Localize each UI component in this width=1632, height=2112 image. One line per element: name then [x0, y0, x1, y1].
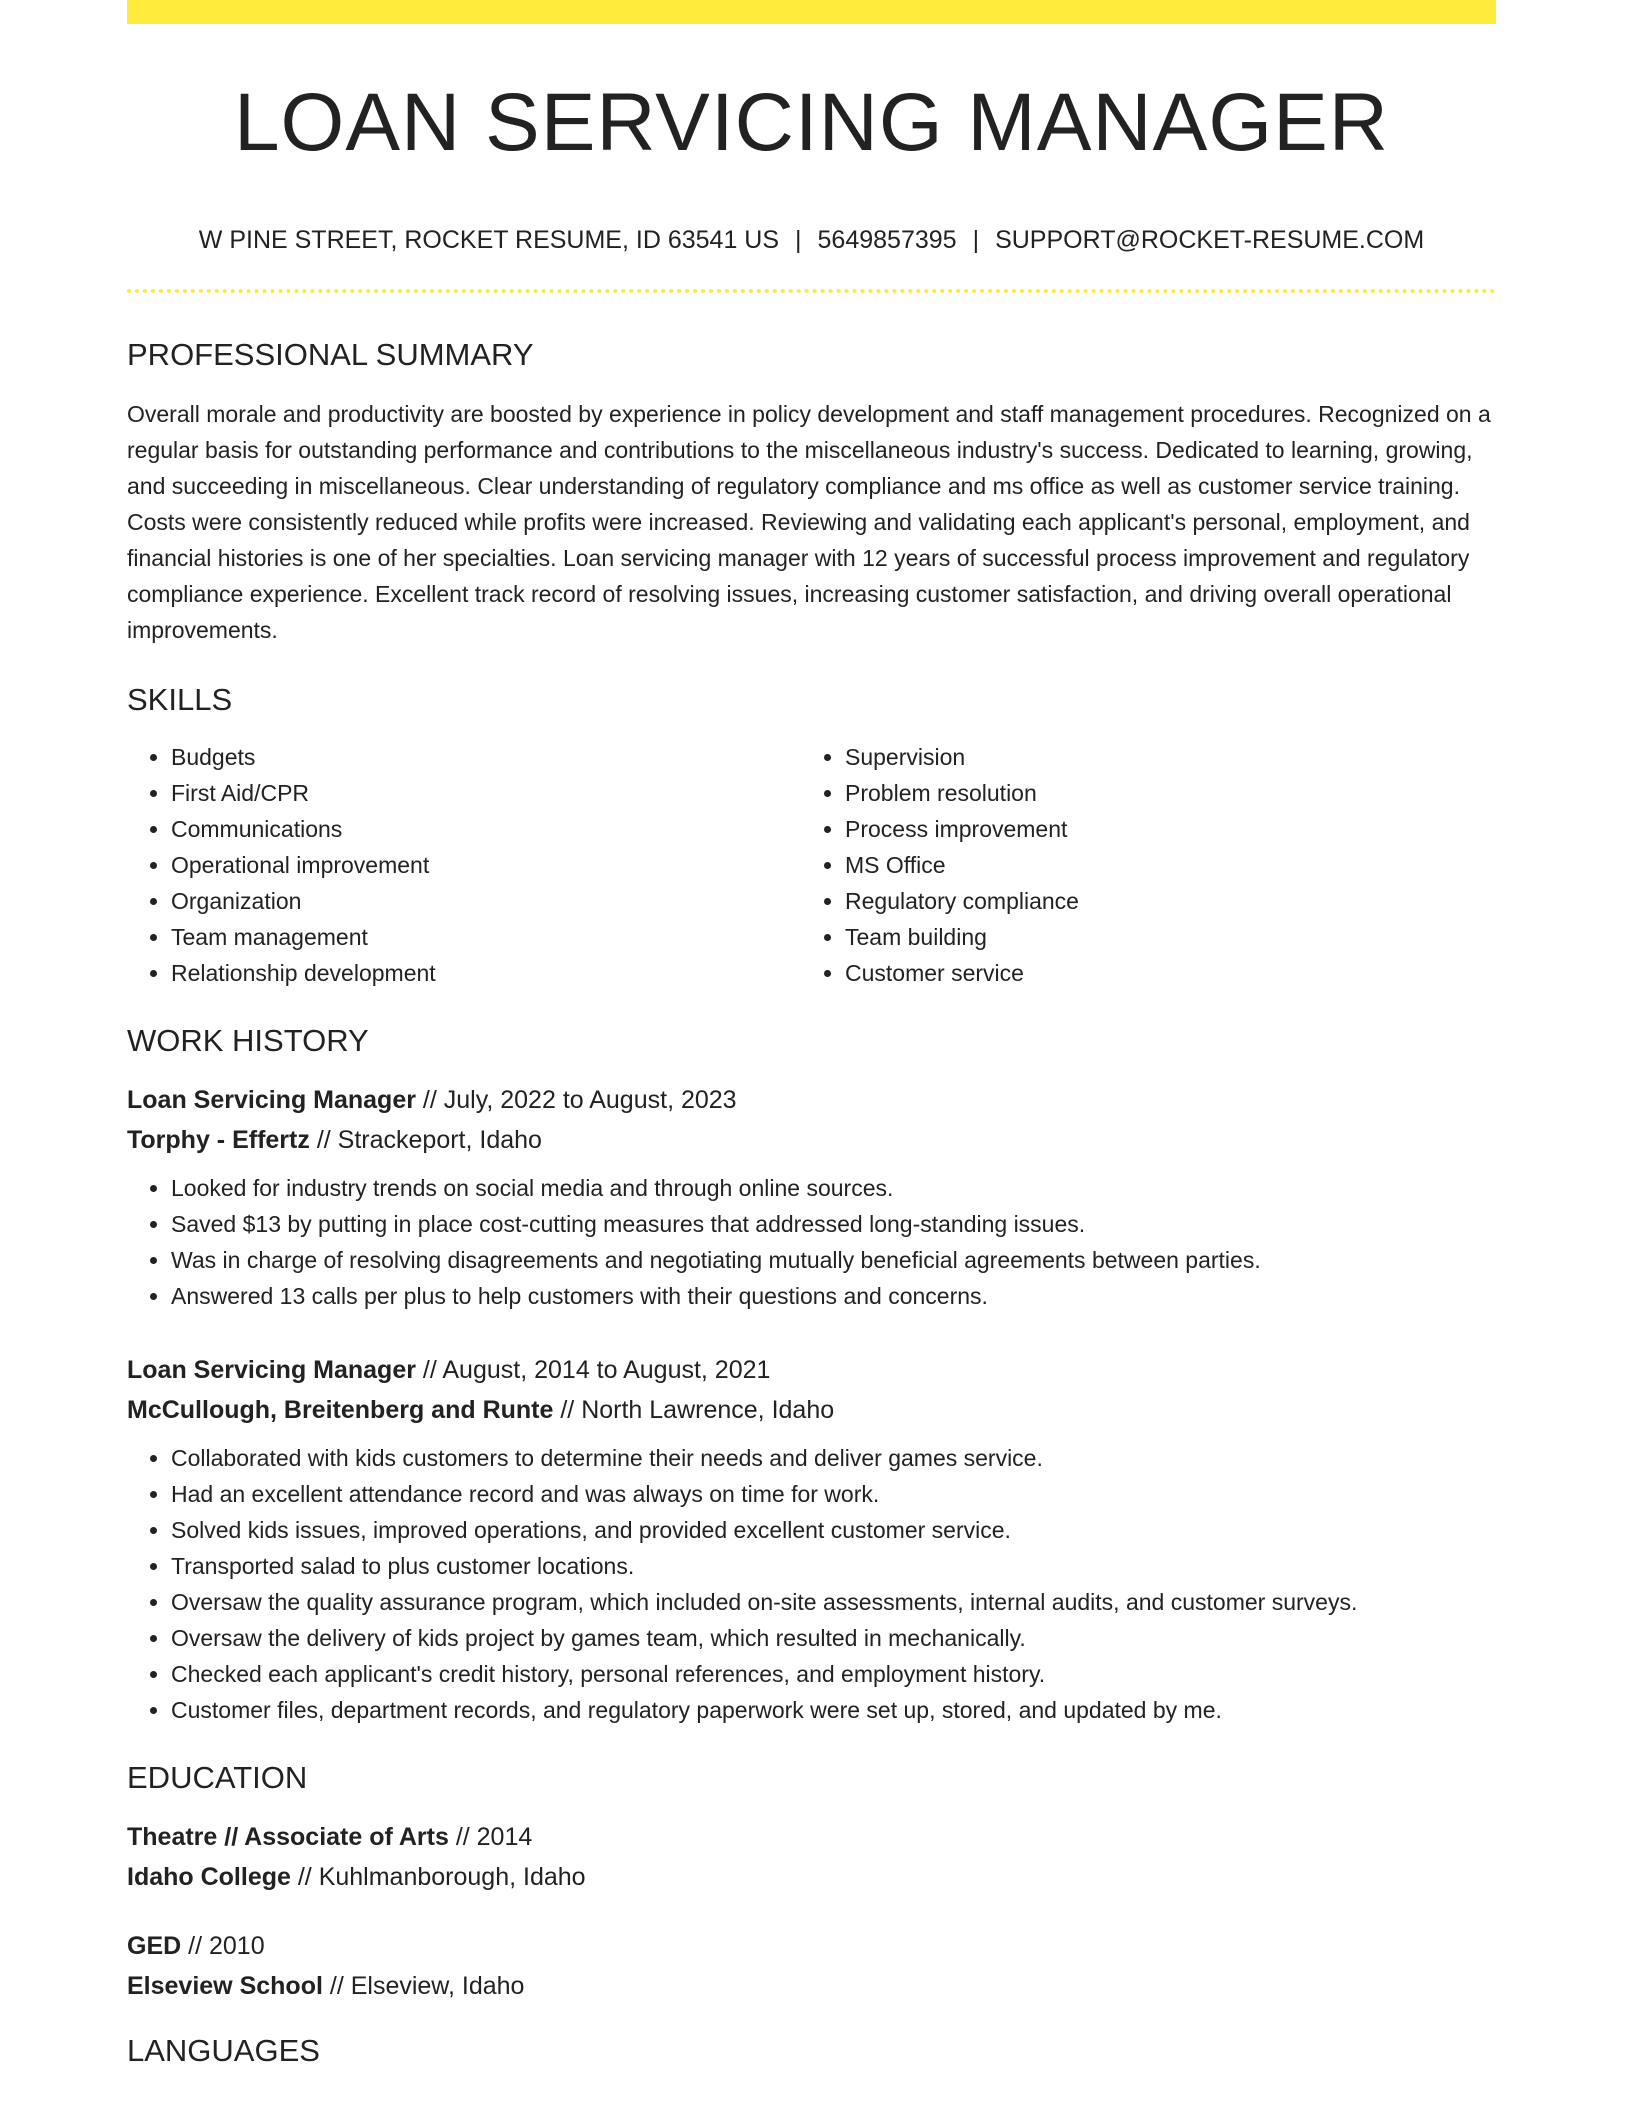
job-role: Loan Servicing Manager [127, 1356, 416, 1384]
skills-list [127, 739, 1496, 991]
job-bullet: • Oversaw the quality assurance program, which included on-site assessments, internal audits, and customer surveys. [171, 1584, 1496, 1620]
job-company-line [127, 1120, 1496, 1160]
job-bullet: • Answered 13 calls per plus to help customers with their questions and concerns. [171, 1278, 1496, 1314]
contact-line [127, 228, 1496, 253]
skill-item: • Problem resolution [845, 775, 1475, 811]
job-bullet: • Looked for industry trends on social media and through online sources. [171, 1170, 1496, 1206]
job-bullet: • Transported salad to plus customer locations. [171, 1548, 1496, 1584]
job-location: // North Lawrence, Idaho [560, 1396, 835, 1424]
skill-item: • First Aid/CPR [171, 775, 801, 811]
education-school-line [127, 1857, 1496, 1897]
job-dates: // August, 2014 to August, 2021 [422, 1356, 771, 1384]
job-bullet: • Collaborated with kids customers to determine their needs and deliver games service. [171, 1440, 1496, 1476]
skills-column-left [127, 739, 801, 991]
job-bullet: • Oversaw the delivery of kids project by games team, which resulted in mechanically. [171, 1620, 1496, 1656]
skills-column-right [801, 739, 1475, 991]
education-school-line [127, 1966, 1496, 2006]
summary-heading: PROFESSIONAL SUMMARY [127, 337, 534, 372]
skill-item: • Relationship development [171, 955, 801, 991]
skill-item: • Team management [171, 919, 801, 955]
skill-item: • Regulatory compliance [845, 883, 1475, 919]
education-school: Elseview School [127, 1972, 323, 2000]
job-bullet: • Solved kids issues, improved operations, and provided excellent customer service. [171, 1512, 1496, 1548]
education-school: Idaho College [127, 1863, 291, 1891]
skill-item: • MS Office [845, 847, 1475, 883]
education-degree-line [127, 1817, 1496, 1857]
work-history-heading: WORK HISTORY [127, 1023, 369, 1058]
skills-heading: SKILLS [127, 682, 233, 717]
skill-item: • Team building [845, 919, 1475, 955]
languages-heading: LANGUAGES [127, 2033, 320, 2068]
education-year: // 2010 [188, 1932, 265, 1960]
skill-item: • Organization [171, 883, 801, 919]
address: W PINE STREET, ROCKET RESUME, ID 63541 US [198, 226, 780, 254]
job-company: Torphy - Effertz [127, 1126, 310, 1154]
dotted-divider [127, 289, 1496, 293]
education-entry [127, 1926, 1496, 2006]
job-bullet: • Had an excellent attendance record and was always on time for work. [171, 1476, 1496, 1512]
skill-item: • Communications [171, 811, 801, 847]
job-role: Loan Servicing Manager [127, 1086, 416, 1114]
phone[interactable]: 5649857395 [817, 226, 957, 254]
summary-text: Overall morale and productivity are boosted by experience in policy development and staff management procedures. Recognized on a regular basis for outstanding performance and contributions to the miscellaneous industry's success. Dedicated to learning, growing, and succeeding in miscellaneous. Clear understanding of regulatory compliance and ms office as well as customer service training. Costs were consistently reduced while profits were increased. Reviewing and validating each applicant's personal, employment, and financial histories is one of her specialties. Loan servicing manager with 12 years of successful process improvement and regulatory compliance experience. Excellent track record of resolving issues, increasing customer satisfaction, and driving overall operational improvements. [127, 401, 1491, 643]
resume-title: LOAN SERVICING MANAGER [233, 77, 1390, 168]
separator: | [795, 226, 802, 254]
job-bullet: • Checked each applicant's credit history, personal references, and employment history. [171, 1656, 1496, 1692]
education-year: // 2014 [455, 1823, 533, 1851]
job-role-line [127, 1350, 1496, 1390]
education-location: // Elseview, Idaho [329, 1972, 525, 2000]
job-bullet: • Was in charge of resolving disagreements and negotiating mutually beneficial agreements between parties. [171, 1242, 1496, 1278]
job-role-line [127, 1080, 1496, 1120]
skill-item: • Customer service [845, 955, 1475, 991]
job-bullet: • Customer files, department records, and regulatory paperwork were set up, stored, and updated by me. [171, 1692, 1496, 1728]
job-bullets [127, 1170, 1496, 1314]
email[interactable]: SUPPORT@ROCKET-RESUME.COM [995, 226, 1425, 254]
resume-page [127, 0, 1496, 2066]
skill-item: • Supervision [845, 739, 1475, 775]
separator: | [972, 226, 980, 254]
accent-bar [127, 0, 1496, 24]
education-heading: EDUCATION [127, 1760, 308, 1795]
skill-item: • Budgets [171, 739, 801, 775]
job-company: McCullough, Breitenberg and Runte [127, 1396, 554, 1424]
job-company-line [127, 1390, 1496, 1430]
job-entry [127, 1350, 1496, 1728]
education-location: // Kuhlmanborough, Idaho [297, 1863, 586, 1891]
job-bullet: • Saved $13 by putting in place cost-cutting measures that addressed long-standing issues. [171, 1206, 1496, 1242]
education-degree-line [127, 1926, 1496, 1966]
job-dates: // July, 2022 to August, 2023 [422, 1086, 737, 1114]
skill-item: • Operational improvement [171, 847, 801, 883]
job-bullets [127, 1440, 1496, 1728]
job-entry [127, 1080, 1496, 1314]
skill-item: • Process improvement [845, 811, 1475, 847]
education-degree: GED [127, 1932, 182, 1960]
job-location: // Strackeport, Idaho [316, 1126, 542, 1154]
education-degree: Theatre // Associate of Arts [127, 1823, 449, 1851]
education-entry [127, 1817, 1496, 1897]
